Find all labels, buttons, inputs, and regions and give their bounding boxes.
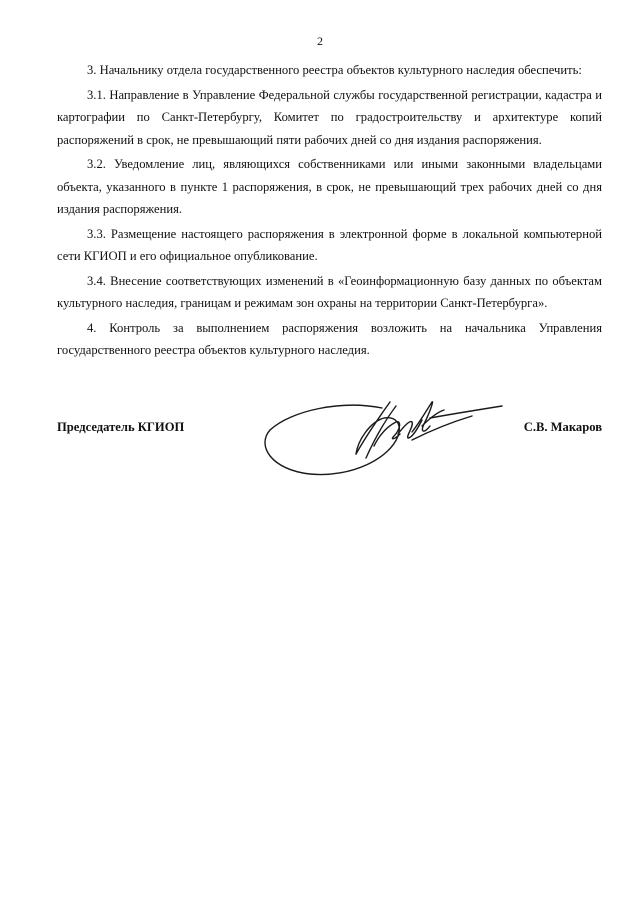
signer-title: Председатель КГИОП [57, 420, 185, 434]
paragraph-3-2: 3.2. Уведомление лиц, являющихся собственниками или иными законными владельцами объекта, указанного в пункте 1 распоряжения, в срок, не превышающий трех рабочих дней со дня издания распоряжения. [57, 157, 602, 216]
page-number: 2 [317, 34, 323, 48]
paragraph-4: 4. Контроль за выполнением распоряжения возложить на начальника Управления государственного реестра объектов культурного наследия. [57, 320, 602, 357]
paragraph-3-1: 3.1. Направление в Управление Федеральной службы государственной регистрации, кадастра и картографии по Санкт-Петербургу, Комитет по градостроительству и архитектуре копий распоряжений в срок, не превышающий пяти рабочих дней со дня издания распоряжения. [57, 87, 602, 147]
handwritten-signature [262, 396, 507, 484]
signature-block [57, 396, 602, 486]
paragraph-3-3: 3.3. Размещение настоящего распоряжения в электронной форме в локальной компьютерной сети КГИОП и его официальное опубликование. [57, 226, 602, 263]
paragraph-3-4: 3.4. Внесение соответствующих изменений в «Геоинформационную базу данных по объектам культурного наследия, границам и режимам зон охраны на территории Санкт-Петербурга». [57, 273, 602, 310]
document-body [57, 59, 602, 364]
signer-name: С.В. Макаров [523, 420, 602, 434]
paragraph-3: 3. Начальнику отдела государственного реестра объектов культурного наследия обеспечить: [87, 63, 582, 77]
